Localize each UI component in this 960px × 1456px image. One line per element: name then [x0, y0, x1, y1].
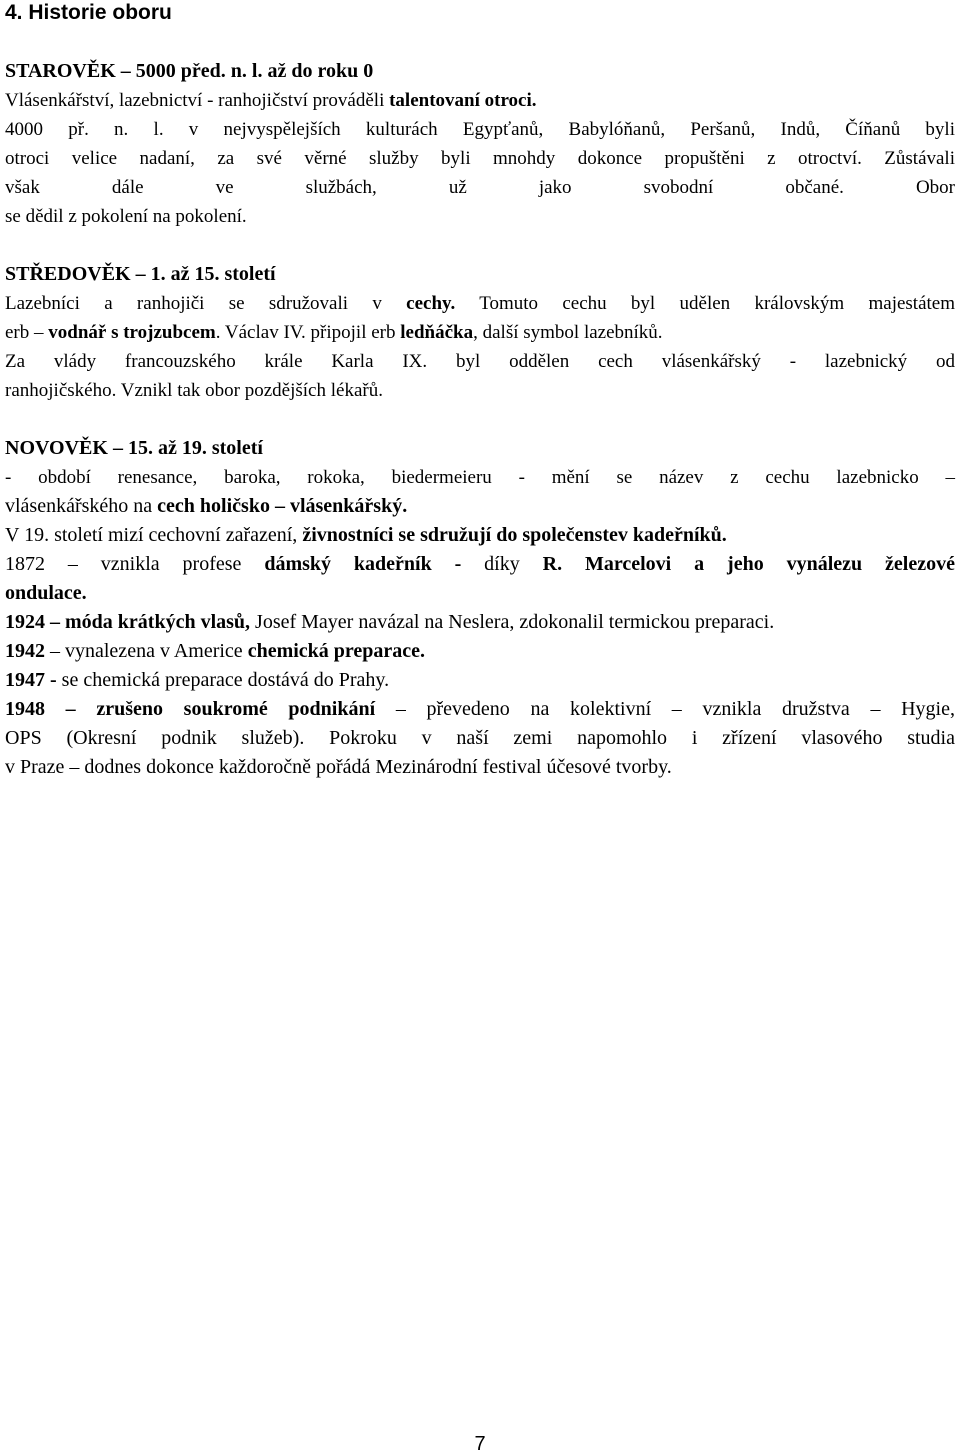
spacer — [5, 231, 955, 260]
starovek-line-5: se dědil z pokolení na pokolení. — [5, 206, 247, 227]
novovek-line-7: 1942 – vynalezena v Americe chemická preparace. — [5, 640, 426, 662]
section-heading: 4. Historie oboru — [5, 1, 172, 24]
stredovek-title: STŘEDOVĚK – 1. až 15. století — [5, 263, 276, 285]
novovek-line-3: V 19. století mizí cechovní zařazení, živnostníci se sdružují do společenstev kadeřníků. — [5, 524, 727, 546]
document-body — [5, 57, 955, 782]
starovek-title: STAROVĚK – 5000 před. n. l. až do roku 0 — [5, 60, 374, 82]
novovek-line-4: 1872 – vznikla profese dámský kadeřník - díky R. Marcelovi a jeho vynálezu železové — [5, 553, 955, 575]
novovek-line-10: OPS (Okresní podnik služeb). Pokroku v naší zemi napomohlo i zřízení vlasového studia — [5, 727, 955, 749]
novovek-line-1: - období renesance, baroka, rokoka, biedermeieru - mění se název z cechu lazebnicko – — [5, 467, 955, 488]
novovek-title: NOVOVĚK – 15. až 19. století — [5, 437, 263, 459]
stredovek-line-2: erb – vodnář s trojzubcem. Václav IV. připojil erb ledňáčka, další symbol lazebníků. — [5, 322, 663, 343]
starovek-line-2: 4000 př. n. l. v nejvyspělejších kulturách Egypťanů, Babylóňanů, Peršanů, Indů, Číňanů byli — [5, 119, 955, 140]
novovek-line-8: 1947 - se chemická preparace dostává do Prahy. — [5, 669, 390, 691]
starovek-line-3: otroci velice nadaní, za své věrné služby byli mnohdy dokonce propuštěni z otroctví. Zůstávali — [5, 148, 955, 169]
novovek-line-9: 1948 – zrušeno soukromé podnikání – převedeno na kolektivní – vznikla družstva – Hygie, — [5, 698, 955, 720]
starovek-line-1: Vlásenkářství, lazebnictví - ranhojičství prováděli talentovaní otroci. — [5, 90, 537, 111]
page-number: 7 — [474, 1433, 486, 1455]
novovek-line-5: ondulace. — [5, 582, 87, 604]
novovek-line-11: v Praze – dodnes dokonce každoročně pořádá Mezinárodní festival účesové tvorby. — [5, 756, 672, 778]
starovek-line-4: však dále ve službách, už jako svobodní občané. Obor — [5, 177, 955, 198]
novovek-line-6: 1924 – módа krátkých vlasů, Josef Mayer navázal na Neslera, zdokonalil termickou preparaci. — [5, 611, 775, 633]
novovek-line-2: vlásenkářského na cech holičsko – vlásenkářský. — [5, 495, 408, 517]
stredovek-line-4: ranhojičského. Vznikl tak obor pozdějších lékařů. — [5, 380, 383, 401]
stredovek-line-3: Za vlády francouzského krále Karla IX. byl oddělen cech vlásenkářský - lazebnický od — [5, 351, 955, 372]
spacer — [5, 405, 955, 434]
stredovek-line-1: Lazebníci a ranhojiči se sdružovali v cechy. Tomuto cechu byl udělen královským majestátem — [5, 293, 955, 314]
